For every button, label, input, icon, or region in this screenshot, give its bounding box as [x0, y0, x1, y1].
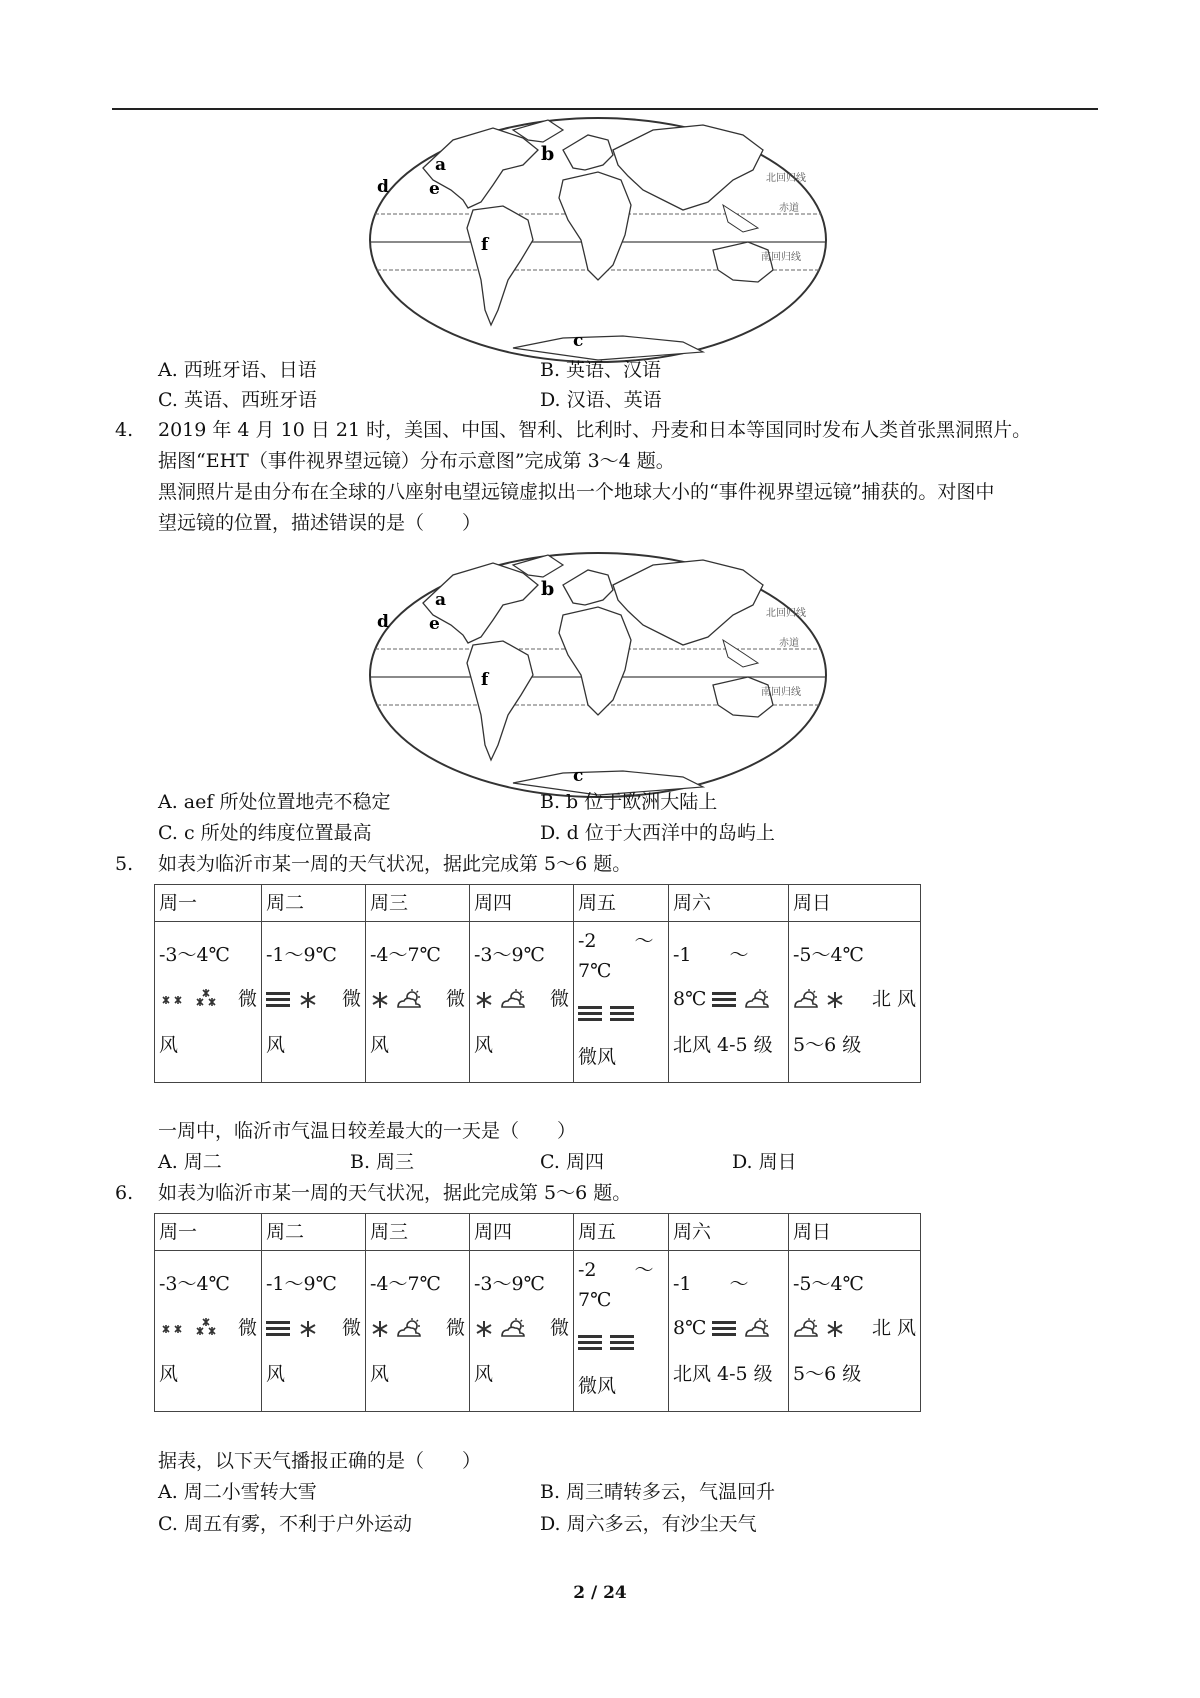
- wind-text: 微: [549, 1317, 569, 1339]
- map-label-e: e: [429, 614, 440, 634]
- wind-text: 5～6 级: [793, 1034, 862, 1056]
- q3-option-c: C. 英语、西班牙语: [158, 389, 317, 411]
- map-label-tropic-n: 北回归线: [766, 608, 806, 619]
- partly-cloudy-icon: [500, 989, 526, 1011]
- fog-icon: [712, 1318, 738, 1340]
- map-label-c: c: [573, 331, 584, 351]
- weather-table: [154, 1213, 921, 1412]
- wind-text: 风: [159, 1363, 179, 1385]
- temp-range: 7℃: [578, 960, 612, 982]
- day-header: 周日: [789, 885, 921, 922]
- temp-range: -1～9℃: [266, 1273, 337, 1295]
- map-label-a: a: [435, 590, 447, 610]
- wind-text: 风: [474, 1034, 494, 1056]
- wind-text: 风: [370, 1363, 390, 1385]
- q4-option-b: B. b 位于欧洲大陆上: [540, 791, 718, 813]
- world-map: [363, 110, 833, 370]
- q6-option-b: B. 周三晴转多云，气温回升: [540, 1481, 776, 1503]
- map-label-f: f: [481, 670, 489, 690]
- day-header: 周四: [470, 1214, 574, 1251]
- temp-range: -2 ～: [578, 930, 654, 952]
- map-label-d: d: [377, 612, 389, 632]
- wind-text: 北 风: [871, 1317, 916, 1339]
- day-header: 周六: [669, 885, 789, 922]
- partly-cloudy-icon: [500, 1318, 526, 1340]
- wind-text: 北 风: [871, 988, 916, 1010]
- map-label-tropic-s: 南回归线: [761, 687, 801, 698]
- q5-option-b: B. 周三: [350, 1151, 415, 1173]
- fog-icon: [712, 989, 738, 1011]
- q4-line-2: 据图“EHT（事件视界望远镜）分布示意图”完成第 3～4 题。: [158, 450, 675, 472]
- day-header: 周三: [366, 1214, 470, 1251]
- q4-option-d: D. d 位于大西洋中的岛屿上: [540, 822, 775, 844]
- q5-number: 5.: [115, 853, 134, 875]
- q6-option-a: A. 周二小雪转大雪: [158, 1481, 317, 1503]
- snow-icon: [825, 989, 845, 1011]
- q5-option-a: A. 周二: [158, 1151, 222, 1173]
- temp-range: 8℃: [673, 988, 707, 1010]
- fog-icon: [610, 1003, 636, 1025]
- temp-range: 7℃: [578, 1289, 612, 1311]
- world-map: [363, 545, 833, 805]
- wind-text: 微: [237, 1317, 257, 1339]
- temp-range: -1 ～: [673, 1273, 749, 1295]
- q6-option-c: C. 周五有雾，不利于户外运动: [158, 1513, 412, 1535]
- partly-cloudy-icon: [744, 1318, 770, 1340]
- q4-line-3: 黑洞照片是由分布在全球的八座射电望远镜虚拟出一个地球大小的“事件视界望远镜”捕获的。对图中: [158, 481, 995, 503]
- temp-range: -5～4℃: [793, 944, 864, 966]
- q4-number: 4.: [115, 419, 134, 441]
- partly-cloudy-icon: [396, 1318, 422, 1340]
- fog-icon: [578, 1332, 604, 1354]
- q5-intro: 如表为临沂市某一周的天气状况，据此完成第 5～6 题。: [158, 853, 632, 875]
- wind-text: 风: [370, 1034, 390, 1056]
- map-label-b: b: [541, 578, 555, 600]
- q4-option-a: A. aef 所处位置地壳不稳定: [158, 791, 391, 813]
- q4-line-4: 望远镜的位置，描述错误的是（ ）: [158, 512, 482, 534]
- map-label-d: d: [377, 177, 389, 197]
- wind-text: 微风: [578, 1375, 617, 1397]
- q4-line-1: 2019 年 4 月 10 日 21 时，美国、中国、智利、比利时、丹麦和日本等国同时发布人类首张黑洞照片。: [158, 419, 1032, 441]
- day-header: 周五: [574, 885, 669, 922]
- fog-icon: [266, 989, 292, 1011]
- wind-text: 微: [445, 988, 465, 1010]
- wind-text: 微风: [578, 1046, 617, 1068]
- day-header: 周二: [262, 885, 366, 922]
- temp-range: 8℃: [673, 1317, 707, 1339]
- temp-range: -3～4℃: [159, 944, 230, 966]
- snow-icon: [298, 1318, 318, 1340]
- fog-icon: [578, 1003, 604, 1025]
- partly-cloudy-icon: [396, 989, 422, 1011]
- temp-range: -1～9℃: [266, 944, 337, 966]
- snow-icon: [474, 989, 494, 1011]
- temp-range: -4～7℃: [370, 1273, 441, 1295]
- temp-range: -4～7℃: [370, 944, 441, 966]
- wind-text: 北风 4-5 级: [673, 1363, 773, 1385]
- map-label-tropic-n: 北回归线: [766, 173, 806, 184]
- snow-icon: [825, 1318, 845, 1340]
- temp-range: -5～4℃: [793, 1273, 864, 1295]
- day-header: 周三: [366, 885, 470, 922]
- day-header: 周日: [789, 1214, 921, 1251]
- map-label-e: e: [429, 179, 440, 199]
- snow-icon: [370, 1318, 390, 1340]
- q6-number: 6.: [115, 1182, 134, 1204]
- q4-option-c: C. c 所处的纬度位置最高: [158, 822, 372, 844]
- day-header: 周一: [155, 885, 262, 922]
- temp-range: -3～9℃: [474, 944, 545, 966]
- temp-range: -1 ～: [673, 944, 749, 966]
- q6-intro: 如表为临沂市某一周的天气状况，据此完成第 5～6 题。: [158, 1182, 632, 1204]
- q3-option-b: B. 英语、汉语: [540, 359, 662, 381]
- wind-text: 微: [549, 988, 569, 1010]
- wind-text: 北风 4-5 级: [673, 1034, 773, 1056]
- partly-cloudy-icon: [793, 1318, 819, 1340]
- temp-range: -3～4℃: [159, 1273, 230, 1295]
- wind-text: 微: [341, 1317, 361, 1339]
- day-header: 周一: [155, 1214, 262, 1251]
- q3-option-a: A. 西班牙语、日语: [158, 359, 317, 381]
- wind-text: 微: [237, 988, 257, 1010]
- wind-text: 微: [445, 1317, 465, 1339]
- wind-text: 风: [266, 1034, 286, 1056]
- wind-text: 风: [266, 1363, 286, 1385]
- fog-icon: [610, 1332, 636, 1354]
- heavy-snow-icon: [195, 986, 219, 1008]
- q5-option-d: D. 周日: [732, 1151, 797, 1173]
- q5-question: 一周中，临沂市气温日较差最大的一天是（ ）: [158, 1120, 577, 1142]
- wind-text: 微: [341, 988, 361, 1010]
- q6-question: 据表，以下天气播报正确的是（ ）: [158, 1450, 482, 1472]
- map-label-tropic-s: 南回归线: [761, 252, 801, 263]
- partly-cloudy-icon: [793, 989, 819, 1011]
- map-label-equator: 赤道: [779, 638, 799, 649]
- map-label-a: a: [435, 155, 447, 175]
- heavy-snow-icon: [195, 1315, 219, 1337]
- snow-icon: [370, 989, 390, 1011]
- wind-text: 5～6 级: [793, 1363, 862, 1385]
- partly-cloudy-icon: [744, 989, 770, 1011]
- q6-option-d: D. 周六多云，有沙尘天气: [540, 1513, 757, 1535]
- day-header: 周六: [669, 1214, 789, 1251]
- q3-option-d: D. 汉语、英语: [540, 389, 662, 411]
- snow-icon: [298, 989, 318, 1011]
- fog-icon: [266, 1318, 292, 1340]
- temp-range: -3～9℃: [474, 1273, 545, 1295]
- map-label-equator: 赤道: [779, 203, 799, 214]
- day-header: 周四: [470, 885, 574, 922]
- temp-range: -2 ～: [578, 1259, 654, 1281]
- wind-text: 风: [159, 1034, 179, 1056]
- weather-table: [154, 884, 921, 1083]
- day-header: 周五: [574, 1214, 669, 1251]
- wind-text: 风: [474, 1363, 494, 1385]
- page-number: 2 / 24: [573, 1583, 627, 1603]
- q5-option-c: C. 周四: [540, 1151, 604, 1173]
- map-label-f: f: [481, 235, 489, 255]
- map-label-c: c: [573, 766, 584, 786]
- map-label-b: b: [541, 143, 555, 165]
- day-header: 周二: [262, 1214, 366, 1251]
- snow-icon: [474, 1318, 494, 1340]
